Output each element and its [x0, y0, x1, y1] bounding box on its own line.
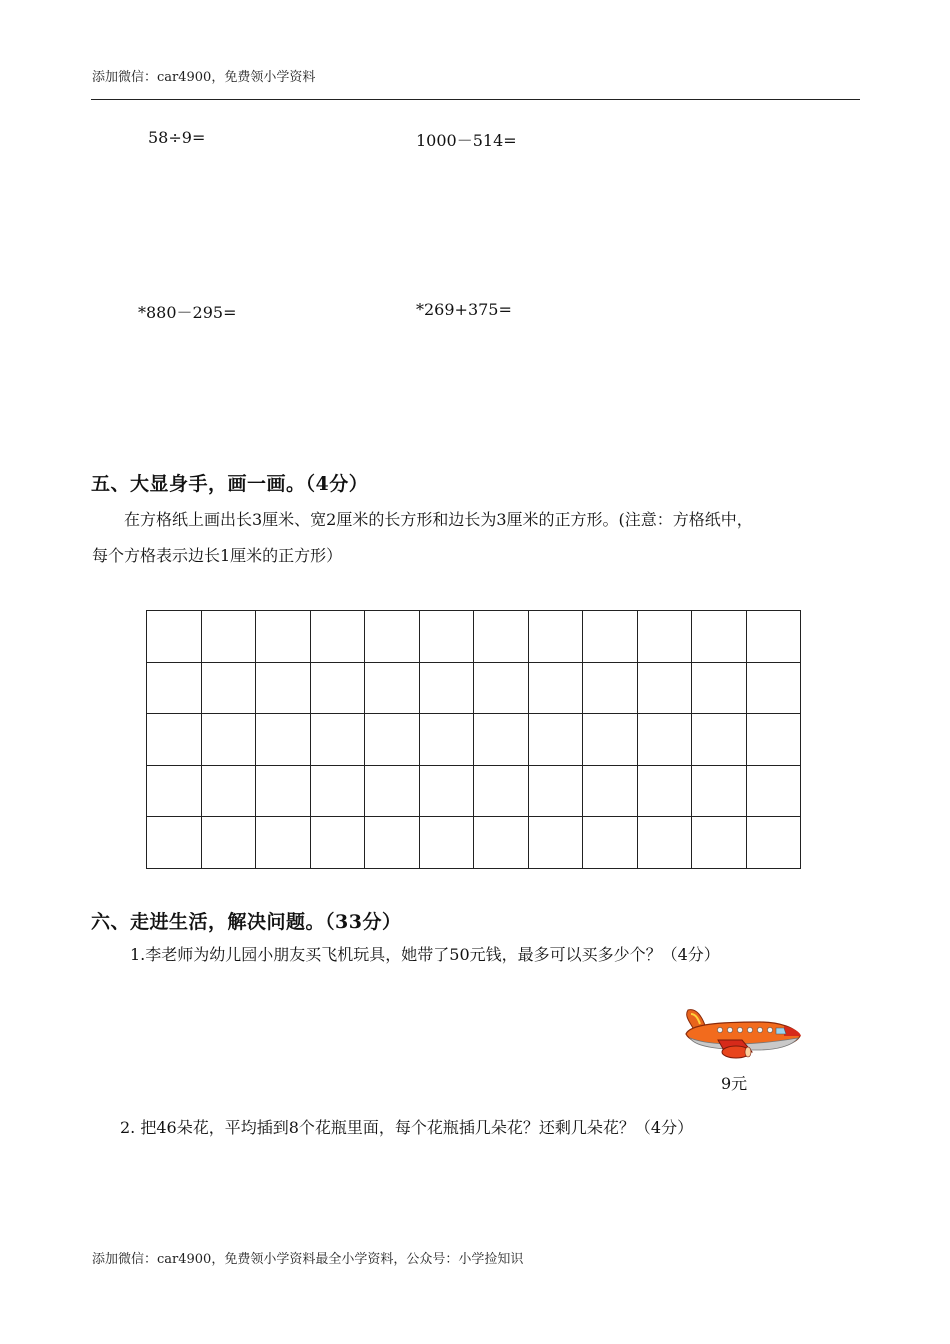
grid-row	[147, 714, 801, 766]
grid-cell[interactable]	[692, 714, 747, 766]
grid-cell[interactable]	[201, 765, 256, 817]
grid-cell[interactable]	[256, 765, 311, 817]
grid-cell[interactable]	[419, 765, 474, 817]
grid-cell[interactable]	[147, 714, 202, 766]
grid-cell[interactable]	[637, 662, 692, 714]
section5-instruction-line1: 在方格纸上画出长3厘米、宽2厘米的长方形和边长为3厘米的正方形。(注意：方格纸中，	[124, 510, 753, 529]
grid-cell[interactable]	[419, 611, 474, 663]
grid-cell[interactable]	[637, 714, 692, 766]
grid-cell[interactable]	[528, 662, 583, 714]
grid-cell[interactable]	[637, 817, 692, 869]
grid-cell[interactable]	[746, 817, 801, 869]
grid-cell[interactable]	[256, 662, 311, 714]
grid-cell[interactable]	[310, 611, 365, 663]
grid-cell[interactable]	[528, 765, 583, 817]
grid-cell[interactable]	[365, 662, 420, 714]
grid-cell[interactable]	[474, 611, 529, 663]
calc-item-2: 1000－514=	[416, 131, 517, 150]
grid-cell[interactable]	[528, 714, 583, 766]
grid-row	[147, 662, 801, 714]
grid-cell[interactable]	[147, 765, 202, 817]
grid-cell[interactable]	[310, 765, 365, 817]
grid-cell[interactable]	[147, 817, 202, 869]
grid-row	[147, 765, 801, 817]
grid-cell[interactable]	[692, 611, 747, 663]
grid-cell[interactable]	[474, 765, 529, 817]
header-text: 添加微信：car4900，免费领小学资料	[92, 70, 316, 85]
grid-row	[147, 611, 801, 663]
grid-cell[interactable]	[637, 765, 692, 817]
grid-cell[interactable]	[637, 611, 692, 663]
grid-cell[interactable]	[528, 611, 583, 663]
grid-cell[interactable]	[583, 714, 638, 766]
grid-cell[interactable]	[474, 714, 529, 766]
grid-cell[interactable]	[528, 817, 583, 869]
grid-cell[interactable]	[419, 817, 474, 869]
grid-cell[interactable]	[201, 662, 256, 714]
grid-cell[interactable]	[365, 765, 420, 817]
calc-item-3: *880－295=	[138, 303, 237, 322]
grid-cell[interactable]	[310, 714, 365, 766]
grid-cell[interactable]	[256, 714, 311, 766]
grid-cell[interactable]	[201, 817, 256, 869]
grid-row	[147, 817, 801, 869]
grid-cell[interactable]	[746, 611, 801, 663]
grid-cell[interactable]	[583, 662, 638, 714]
grid-cell[interactable]	[746, 662, 801, 714]
grid-cell[interactable]	[419, 714, 474, 766]
grid-cell[interactable]	[746, 765, 801, 817]
grid-cell[interactable]	[365, 611, 420, 663]
grid-cell[interactable]	[256, 817, 311, 869]
grid-cell[interactable]	[692, 817, 747, 869]
airplane-price: 9元	[721, 1074, 748, 1093]
grid-cell[interactable]	[147, 611, 202, 663]
header-divider	[91, 99, 860, 100]
grid-cell[interactable]	[692, 662, 747, 714]
grid-cell[interactable]	[256, 611, 311, 663]
grid-cell[interactable]	[201, 611, 256, 663]
grid-cell[interactable]	[583, 611, 638, 663]
grid-cell[interactable]	[419, 662, 474, 714]
footer-text: 添加微信：car4900，免费领小学资料最全小学资料，公众号：小学捡知识	[92, 1252, 524, 1267]
section5-title: 五、大显身手，画一画。（4分）	[91, 473, 369, 495]
grid-paper[interactable]	[146, 610, 801, 869]
section6-title: 六、走进生活，解决问题。（33分）	[91, 911, 402, 933]
grid-cell[interactable]	[201, 714, 256, 766]
section5-instruction-line2: 每个方格表示边长1厘米的正方形）	[92, 546, 343, 565]
question-2: 2. 把46朵花，平均插到8个花瓶里面，每个花瓶插几朵花？还剩几朵花？（4分）	[120, 1118, 694, 1137]
airplane-toy-icon	[680, 1008, 804, 1064]
grid-cell[interactable]	[147, 662, 202, 714]
grid-cell[interactable]	[746, 714, 801, 766]
grid-cell[interactable]	[310, 817, 365, 869]
grid-cell[interactable]	[474, 662, 529, 714]
grid-cell[interactable]	[583, 817, 638, 869]
grid-cell[interactable]	[310, 662, 365, 714]
calc-item-4: *269+375=	[416, 300, 512, 319]
grid-cell[interactable]	[692, 765, 747, 817]
grid-cell[interactable]	[474, 817, 529, 869]
grid-cell[interactable]	[365, 714, 420, 766]
grid-cell[interactable]	[365, 817, 420, 869]
question-1: 1.李老师为幼儿园小朋友买飞机玩具，她带了50元钱，最多可以买多少个？（4分）	[130, 945, 720, 964]
grid-cell[interactable]	[583, 765, 638, 817]
calc-item-1: 58÷9=	[148, 128, 206, 147]
